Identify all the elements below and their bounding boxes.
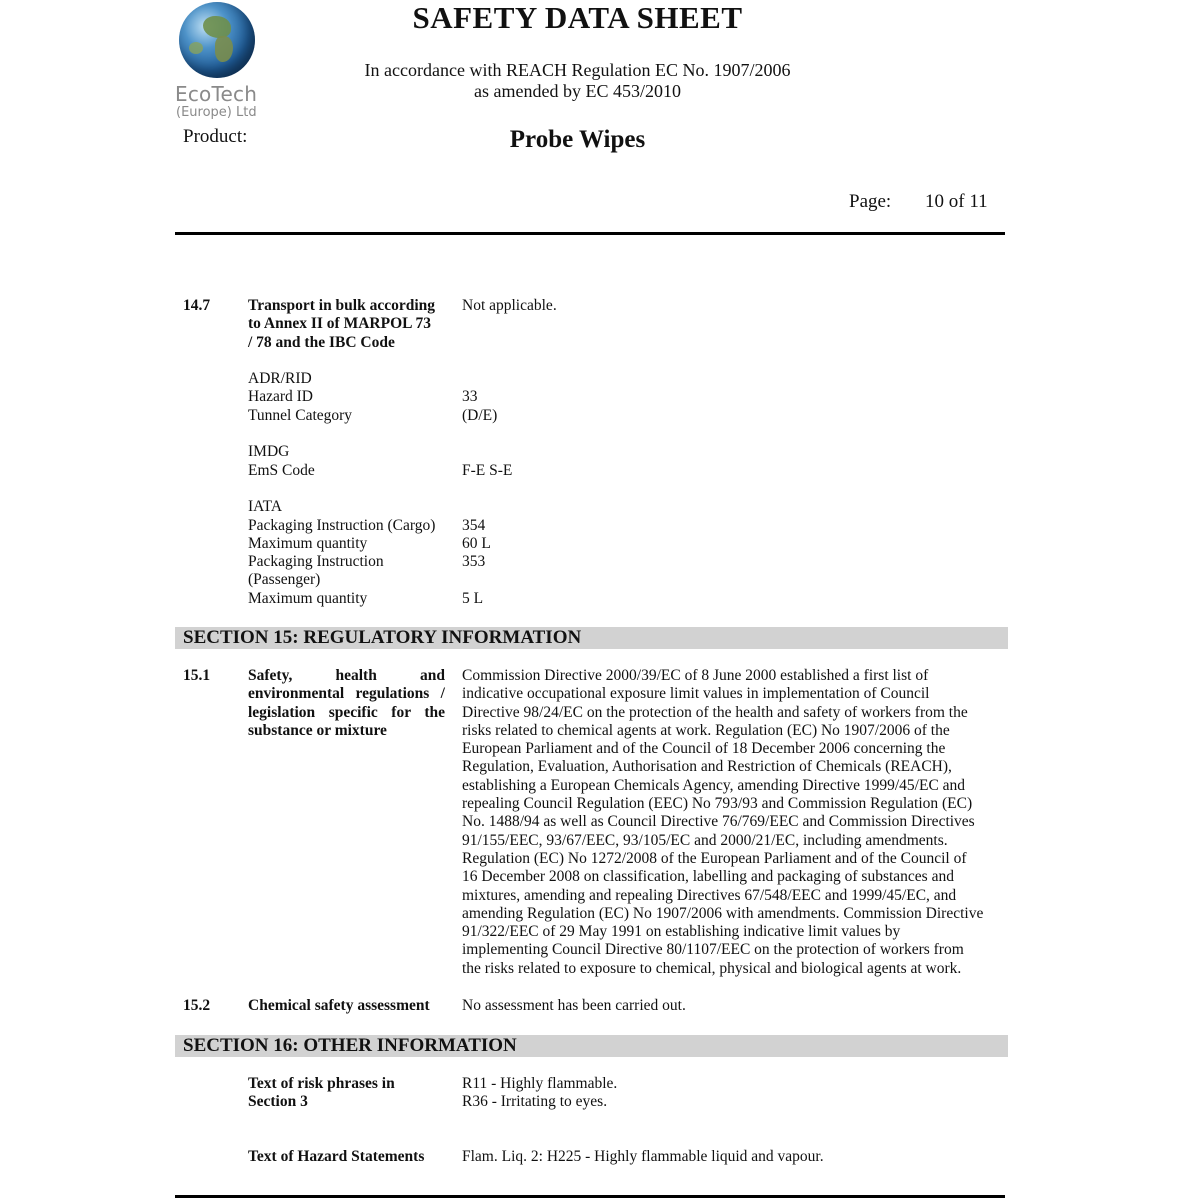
bulk-transport-title-line-1: Transport in bulk according — [248, 297, 436, 314]
max-quantity-passenger-value: 5 L — [462, 590, 484, 607]
bulk-transport-title-line-3: / 78 and the IBC Code — [248, 334, 395, 351]
regulations-title-line-1: Safety, health and — [248, 667, 445, 684]
regulations-text-line: amending Regulation (EC) No 1907/2006 with amendments. Commission Directive — [462, 904, 984, 922]
max-quantity-passenger-label: Maximum quantity — [248, 590, 368, 607]
bulk-transport-title-line-2: to Annex II of MARPOL 73 — [248, 315, 431, 332]
footer-divider — [175, 1195, 1005, 1198]
risk-phrases-label-line-1: Text of risk phrases in — [248, 1075, 395, 1092]
hazard-id-value: 33 — [462, 388, 478, 405]
passenger-instruction-value: 353 — [462, 553, 486, 570]
regulations-text-line: repealing Council Regulation (EEC) No 793/93 and Commission Regulation (EC) — [462, 795, 973, 813]
page-label: Page: — [849, 191, 892, 212]
section-16-header — [175, 1035, 1008, 1057]
product-name: Probe Wipes — [509, 126, 646, 153]
regulations-text-line: Regulation (EC) No 1272/2008 of the European Parliament and of the Council of — [462, 849, 967, 867]
bulk-transport-value: Not applicable. — [462, 297, 557, 314]
section-number-15-1: 15.1 — [183, 667, 211, 684]
regulations-text-line: Regulation, Evaluation, Authorisation and Restriction of Chemicals (REACH), — [462, 758, 952, 776]
hazard-id-label: Hazard ID — [248, 388, 313, 405]
regulations-text-line: European Parliament and of the Council of 18 December 2006 concerning the — [462, 740, 946, 758]
section-number-15-2: 15.2 — [183, 997, 211, 1014]
adr-heading: ADR/RID — [248, 370, 312, 387]
regulations-text-line: the risks related to exposure to chemical, physical and biological agents at work. — [462, 959, 962, 977]
page-number: 10 of 11 — [925, 191, 988, 212]
chemical-safety-assessment-label: Chemical safety assessment — [248, 997, 430, 1014]
section-16-title: SECTION 16: OTHER INFORMATION — [183, 1035, 517, 1056]
ems-code-label: EmS Code — [248, 462, 315, 479]
regulations-text-line: 91/322/EEC of 29 May 1991 on establishing indicative limit values by — [462, 923, 901, 941]
cargo-instruction-value: 354 — [462, 517, 486, 534]
regulations-text — [462, 667, 1002, 978]
document-subtitle — [0, 60, 1155, 102]
regulations-text-line: establishing a European Chemicals Agency, amending Directive 1999/45/EC and — [462, 776, 966, 794]
imdg-heading: IMDG — [248, 443, 290, 460]
regulations-title — [248, 667, 445, 740]
tunnel-category-value: (D/E) — [462, 407, 498, 424]
passenger-instruction-label-line-1: Packaging Instruction — [248, 553, 384, 570]
subtitle-line-1: In accordance with REACH Regulation EC No. 1907/2006 — [364, 60, 791, 80]
iata-heading: IATA — [248, 498, 283, 515]
section-15-header — [175, 627, 1008, 649]
document-title: SAFETY DATA SHEET — [412, 0, 743, 35]
regulations-text-line: Commission Directive 2000/39/EC of 8 June 2000 established a first list of — [462, 667, 929, 684]
logo-subtitle: (Europe) Ltd — [176, 105, 257, 120]
cargo-instruction-label: Packaging Instruction (Cargo) — [248, 517, 436, 534]
regulations-text-line: implementing Council Directive 80/1107/EEC on the protection of workers from — [462, 941, 964, 959]
section-15-title: SECTION 15: REGULATORY INFORMATION — [183, 627, 582, 648]
passenger-instruction-label-line-2: (Passenger) — [248, 571, 321, 588]
header-divider — [175, 232, 1005, 235]
subtitle-line-2: as amended by EC 453/2010 — [474, 81, 681, 101]
tunnel-category-label: Tunnel Category — [248, 407, 353, 424]
regulations-text-line: Directive 98/24/EC on the protection of the health and safety of workers from the — [462, 703, 968, 721]
product-label: Product: — [183, 126, 248, 147]
risk-phrase-r11: R11 - Highly flammable. — [462, 1075, 618, 1092]
risk-phrase-r36: R36 - Irritating to eyes. — [462, 1093, 608, 1110]
regulations-title-line-2: environmental regulations / — [248, 685, 445, 703]
ems-code-value: F-E S-E — [462, 462, 513, 479]
regulations-text-line: No. 1488/94 as well as Council Directive 76/769/EEC and Commission Directives — [462, 813, 975, 831]
max-quantity-cargo-value: 60 L — [462, 535, 491, 552]
regulations-text-line: risks related to chemical agents at work. Regulation (EC) No 1907/2006 of the — [462, 721, 950, 739]
regulations-text-line: 16 December 2008 on classification, labelling and packaging of substances and — [462, 868, 954, 886]
regulations-title-line-4: substance or mixture — [248, 721, 387, 739]
regulations-text-line: indicative occupational exposure limit values in implementation of Council — [462, 685, 930, 703]
risk-phrases-label-line-2: Section 3 — [248, 1093, 308, 1110]
regulations-title-line-3: legislation specific for the — [248, 703, 445, 721]
max-quantity-cargo-label: Maximum quantity — [248, 535, 368, 552]
regulations-text-line: 91/155/EEC, 93/67/EEC, 93/105/EC and 2000/21/EC, including amendments. — [462, 831, 948, 849]
regulations-text-line: mixtures, amending and repealing Directives 67/548/EEC and 1999/45/EC, and — [462, 886, 957, 904]
chemical-safety-assessment-value: No assessment has been carried out. — [462, 997, 686, 1014]
logo-name: EcoTech — [175, 82, 258, 106]
hazard-statements-label: Text of Hazard Statements — [248, 1148, 425, 1165]
hazard-statement-h225: Flam. Liq. 2: H225 - Highly flammable liquid and vapour. — [462, 1148, 824, 1165]
section-number-14-7: 14.7 — [183, 297, 211, 314]
